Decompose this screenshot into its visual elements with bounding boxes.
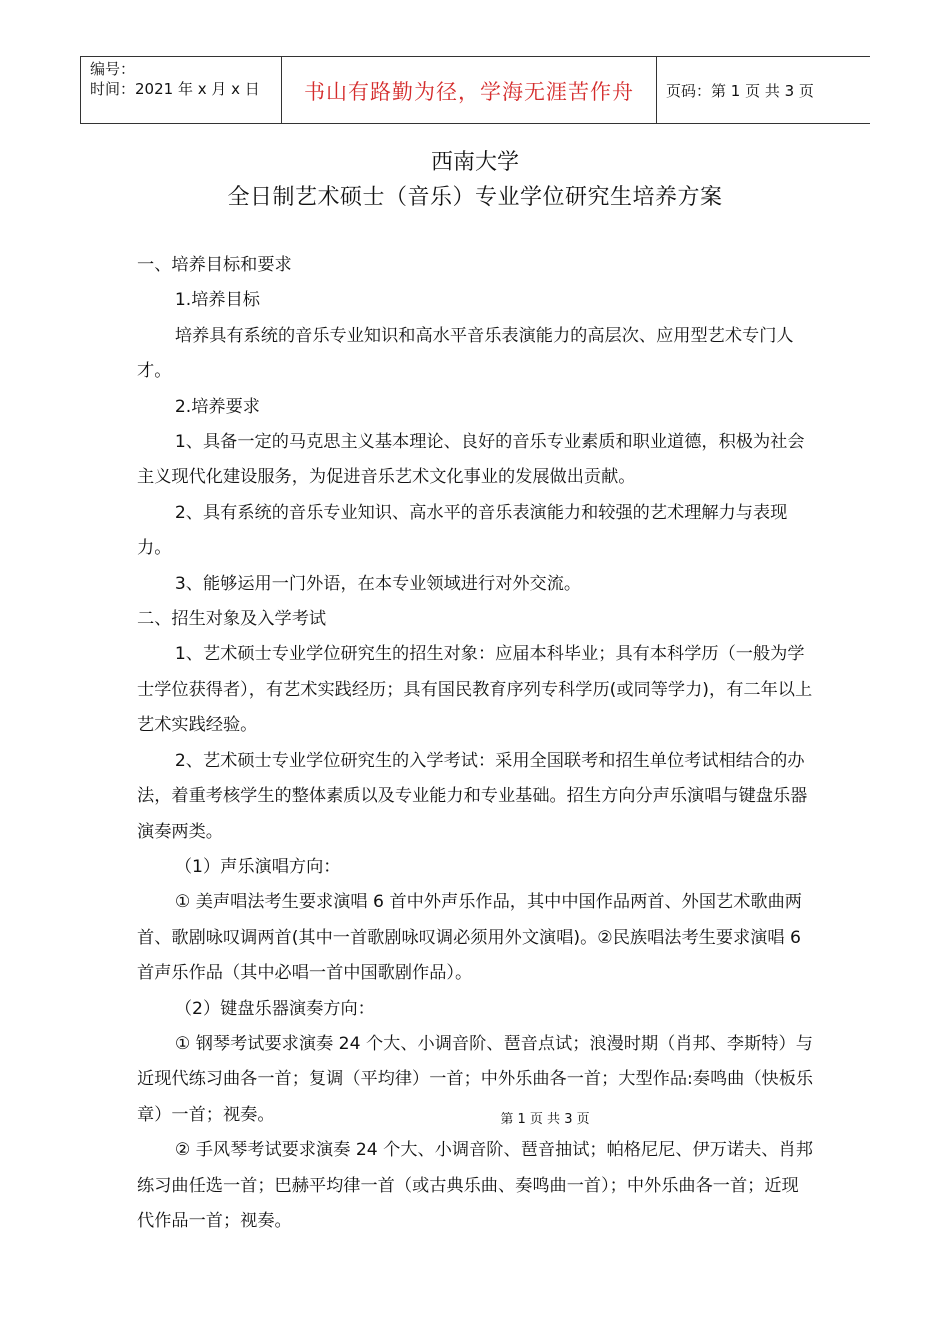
header-motto-cell (282, 57, 657, 123)
paragraph: ① 美声唱法考生要求演唱 6 首中外声乐作品，其中中国作品两首、外国艺术歌曲两首、歌剧咏叹调两首(其中一首歌剧咏叹调必须用外文演唱)。②民族唱法考生要求演唱 6 首声乐作品（其中必唱一首中国歌剧作品）。 (137, 892, 802, 984)
page-footer (0, 1112, 950, 1128)
paragraph: （2）键盘乐器演奏方向： (174, 998, 375, 1019)
document-number-label: 编号： (90, 60, 136, 78)
document-body (137, 248, 815, 1239)
motto-text: 书山有路勤为径，学海无涯苦作舟 (304, 80, 634, 104)
paragraph: ② 手风琴考试要求演奏 24 个大、小调音阶、琶音抽试；帕格尼尼、伊万诺夫、肖邦练习曲任选一首；巴赫平均律一首（或古典乐曲、奏鸣曲一首）；中外乐曲各一首；近现代作品一首；视奏。 (137, 1140, 813, 1231)
paragraph: 2、具有系统的音乐专业知识、高水平的音乐表演能力和较强的艺术理解力与表现力。 (137, 502, 788, 559)
header-page-label: 页码：第 1 页 共 3 页 (666, 81, 814, 100)
paragraph: 1.培养目标 (174, 290, 260, 311)
footer-page-number: 第 1 页 共 3 页 (500, 1112, 590, 1127)
paragraph: ① 钢琴考试要求演奏 24 个大、小调音阶、琶音点试；浪漫时期（肖邦、李斯特）与近现代练习曲各一首；复调（平均律）一首；中外乐曲各一首；大型作品:奏鸣曲（快板乐章）一首；视奏。 (137, 1033, 814, 1125)
paragraph: （1）声乐演唱方向： (174, 856, 341, 877)
paragraph: 3、能够运用一门外语，在本专业领域进行对外交流。 (174, 573, 582, 594)
section-heading: 二、招生对象及入学考试 (137, 609, 327, 630)
document-time-label: 时间：2021 年 x 月 x 日 (90, 80, 260, 98)
paragraph: 2.培养要求 (174, 396, 260, 417)
header-page-cell (657, 57, 870, 123)
university-title: 西南大学 (430, 150, 519, 175)
header-info-cell (81, 57, 282, 123)
paragraph: 培养具有系统的音乐专业知识和高水平音乐表演能力的高层次、应用型艺术专门人才。 (137, 325, 794, 382)
page-title: 全日制艺术硕士（音乐）专业学位研究生培养方案 (227, 185, 723, 210)
section-heading: 一、培养目标和要求 (137, 255, 292, 275)
header-table (80, 56, 870, 124)
paragraph: 1、艺术硕士专业学位研究生的招生对象：应届本科毕业；具有本科学历（一般为学士学位获得者），有艺术实践经历；具有国民教育序列专科学历(或同等学力)，有二年以上艺术实践经验。 (137, 644, 813, 736)
paragraph: 2、艺术硕士专业学位研究生的入学考试：采用全国联考和招生单位考试相结合的办法，着重考核学生的整体素质以及专业能力和专业基础。招生方向分声乐演唱与键盘乐器演奏两类。 (137, 750, 808, 842)
paragraph: 1、具备一定的马克思主义基本理论、良好的音乐专业素质和职业道德，积极为社会主义现代化建设服务，为促进音乐艺术文化事业的发展做出贡献。 (137, 432, 805, 488)
